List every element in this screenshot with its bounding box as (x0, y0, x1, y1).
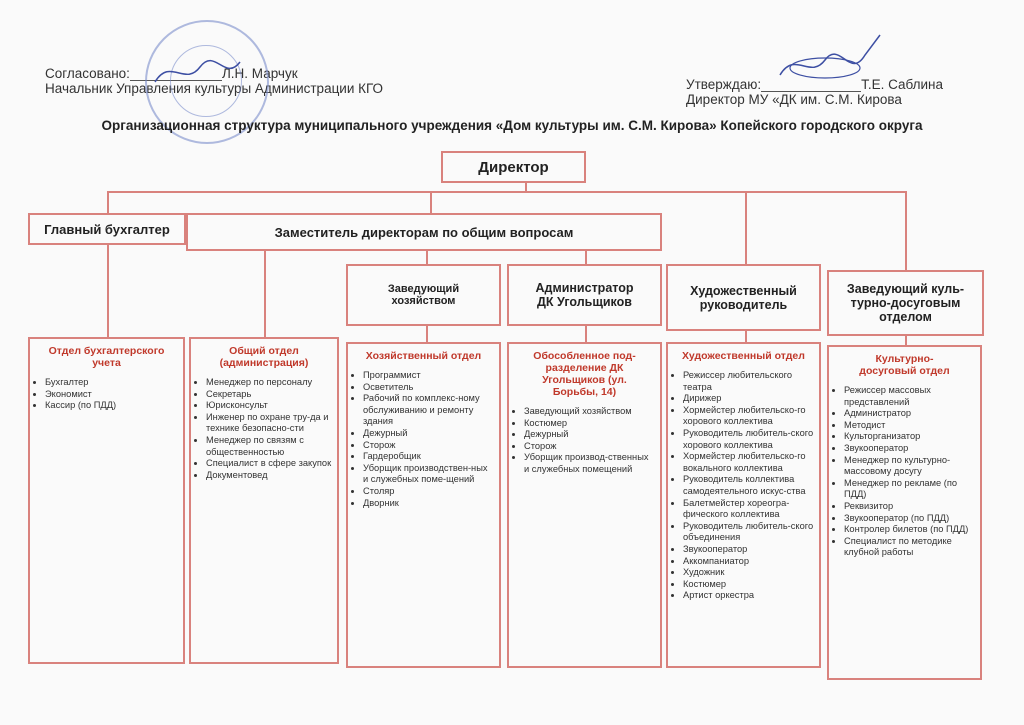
list-item: • Звукооператор (844, 443, 975, 455)
department-title: Художественный отдел (682, 350, 805, 362)
list-item: • Режиссер массовых представлений (844, 385, 975, 408)
department-art (666, 342, 821, 668)
list-item: • Дежурный (524, 429, 655, 441)
list-item: • Дежурный (363, 428, 494, 440)
list-item: • Секретарь (206, 389, 332, 401)
page-title: Организационная структура муниципального учреждения «Дом культуры им. С.М. Кирова» Копейского городского округа (101, 118, 923, 133)
list-item: • Менеджер по персоналу (206, 377, 332, 389)
art-director-box (666, 264, 821, 331)
list-item: • Специалист в сфере закупок (206, 458, 332, 470)
list-item: • Культорганизатор (844, 431, 975, 443)
list-item: • Костюмер (524, 418, 655, 430)
list-item: • Аккомпаниатор (683, 556, 814, 568)
list-item: • Художник (683, 567, 814, 579)
list-item: • Администратор (844, 408, 975, 420)
department-general (189, 337, 339, 664)
department-title: Культурно-досуговый отдел (859, 353, 950, 377)
connector (264, 250, 266, 338)
list-item: • Инженер по охране тру-да и технике безопасно-сти (206, 412, 332, 435)
list-item: • Осветитель (363, 382, 494, 394)
list-item: • Контролер билетов (по ПДД) (844, 524, 975, 536)
department-ugolshchikov (507, 342, 662, 668)
connector (107, 191, 907, 193)
connector (107, 191, 109, 214)
chief-accountant-box (28, 213, 186, 245)
list-item: • Гардеробщик (363, 451, 494, 463)
department-household (346, 342, 501, 668)
department-culture (827, 345, 982, 680)
list-item: • Юрисконсульт (206, 400, 332, 412)
list-item: • Дирижер (683, 393, 814, 405)
department-title: Общий отдел (администрация) (219, 345, 309, 369)
list-item: • Менеджер по культурно-массовому досугу (844, 455, 975, 478)
admin-dk-box (507, 264, 662, 326)
list-item: • Менеджер по рекламе (по ПДД) (844, 478, 975, 501)
signature-left (150, 52, 260, 92)
department-title: Хозяйственный отдел (365, 350, 482, 362)
approval-right-position: Директор МУ «ДК им. С.М. Кирова (686, 92, 902, 107)
list-item: • Руководитель любитель-ского хорового коллектива (683, 428, 814, 451)
connector (585, 326, 587, 343)
department-title: Отдел бухгалтерского учета (48, 345, 165, 369)
culture-head-box (827, 270, 984, 336)
list-item: • Хормейстер любительско-го вокального коллектива (683, 451, 814, 474)
list-item: • Методист (844, 420, 975, 432)
list-item: • Рабочий по комплекс-ному обслуживанию и ремонту здания (363, 393, 494, 428)
approval-right-name: Т.Е. Саблина (861, 77, 944, 92)
approval-left-label: Согласовано: (45, 66, 130, 81)
list-item: • Балетмейстер хореогра-фического коллектива (683, 498, 814, 521)
list-item: • Звукооператор (683, 544, 814, 556)
list-item: • Документовед (206, 470, 332, 482)
connector (430, 191, 432, 214)
list-item: • Кассир (по ПДД) (45, 400, 178, 412)
connector (107, 244, 109, 338)
household-head-label: Заведующий хозяйством (387, 283, 460, 307)
list-item: • Дворник (363, 498, 494, 510)
culture-head-label: Заведующий куль-турно-досуговым отделом (846, 282, 965, 324)
list-item: • Заведующий хозяйством (524, 406, 655, 418)
department-title: Обособленное под-разделение ДК Угольщиков (ул. Борьбы, 14) (533, 350, 636, 398)
list-item: • Руководитель любитель-ского объединения (683, 521, 814, 544)
chief-accountant-label: Главный бухгалтер (44, 221, 170, 237)
connector (426, 326, 428, 343)
list-item: • Звукооператор (по ПДД) (844, 513, 975, 525)
department-accounting (28, 337, 185, 664)
director-label: Директор (478, 158, 549, 176)
approval-left-position: Начальник Управления культуры Администрации КГО (45, 81, 384, 96)
signature-right (770, 30, 890, 90)
art-director-label: Художественный руководитель (690, 283, 797, 312)
approval-right-label: Утверждаю: (686, 77, 762, 92)
list-item: • Артист оркестра (683, 590, 814, 602)
approval-left-name: Л.Н. Марчук (221, 66, 298, 81)
list-item: • Специалист по методике клубной работы (844, 536, 975, 559)
list-item: • Менеджер по связям с общественностью (206, 435, 332, 458)
connector (905, 191, 907, 271)
list-item: • Режиссер любительского театра (683, 370, 814, 393)
list-item: • Уборщик производ-ственных и служебных помещений (524, 452, 655, 475)
list-item: • Экономист (45, 389, 178, 401)
list-item: • Руководитель коллектива самодеятельного искус-ства (683, 474, 814, 497)
list-item: • Хормейстер любительско-го хорового коллектива (683, 405, 814, 428)
household-head-box (346, 264, 501, 326)
list-item: • Реквизитор (844, 501, 975, 513)
list-item: • Бухгалтер (45, 377, 178, 389)
list-item: • Сторож (363, 440, 494, 452)
list-item: • Костюмер (683, 579, 814, 591)
list-item: • Столяр (363, 486, 494, 498)
connector (745, 191, 747, 265)
list-item: • Программист (363, 370, 494, 382)
admin-dk-label: Администратор ДК Угольщиков (535, 281, 634, 309)
deputy-box (186, 213, 662, 251)
list-item: • Сторож (524, 441, 655, 453)
deputy-label: Заместитель директорам по общим вопросам (274, 224, 574, 240)
list-item: • Уборщик производствен-ных и служебных поме-щений (363, 463, 494, 486)
director-box (441, 151, 586, 183)
